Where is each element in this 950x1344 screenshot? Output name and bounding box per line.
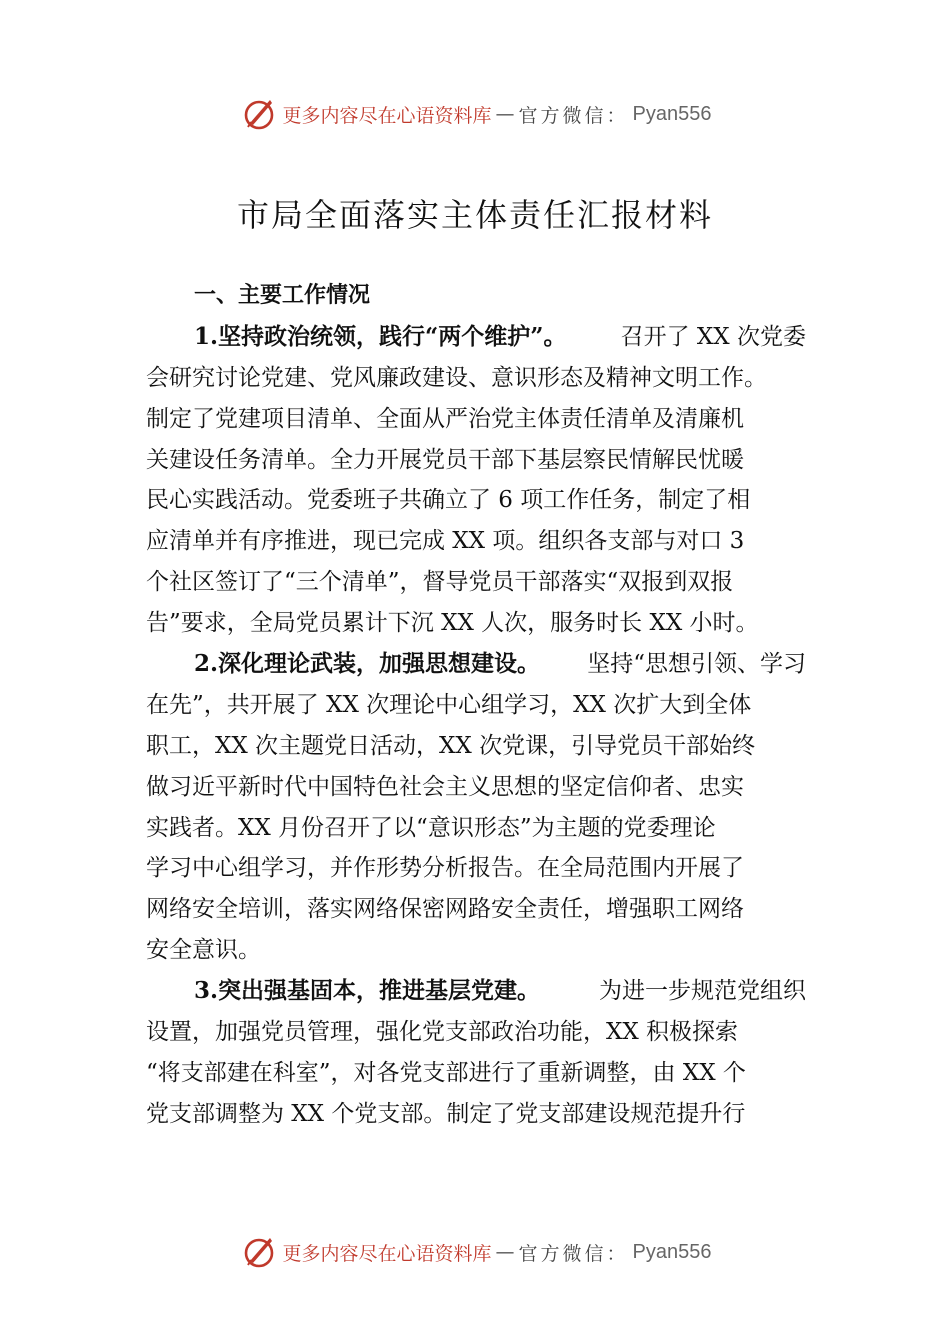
paragraph-1-line: 告”要求，全局党员累计下沉 XX 人次，服务时长 XX 小时。 [146,610,759,637]
paragraph-2-line [146,644,806,685]
watermark-dash: — [495,103,515,125]
watermark-banner-bottom [0,1230,950,1274]
paragraph-3-lead: 3.突出强基固本，推进基层党建。 [194,977,541,1005]
page-title: 市局全面落实主体责任汇报材料 [236,196,713,234]
paragraph-1-line: 个社区签订了“三个清单”，督导党员干部落实“双报到双报 [146,569,734,596]
watermark-brand: 更多内容尽在心语资料库 [282,104,492,127]
quill-logo-icon [239,1232,279,1272]
watermark-brand: 更多内容尽在心语资料库 [282,1242,492,1265]
watermark-banner-top [0,92,950,136]
paragraph-3-line: 设置，加强党员管理，强化党支部政治功能，XX 积极探索 [146,1019,739,1046]
quill-logo-icon [239,94,279,134]
paragraph-1-line: 民心实践活动。党委班子共确立了 6 项工作任务，制定了相 [146,487,751,514]
section-heading: 一、主要工作情况 [194,283,371,308]
paragraph-2-text: 坚持“思想引领、学习 [587,651,806,678]
paragraph-2-lead: 2.深化理论武装，加强思想建设。 [194,650,541,678]
paragraph-3-line: “将支部建在科室”，对各党支部进行了重新调整，由 XX 个 [146,1059,746,1086]
paragraph-3-line: 党支部调整为 XX 个党支部。制定了党支部建设规范提升行 [146,1100,746,1127]
paragraph-2-line: 学习中心组学习，并作形势分析报告。在全局范围内开展了 [146,855,744,882]
paragraph-3-text: 为进一步规范党组织 [599,978,806,1005]
paragraph-3-line [146,971,806,1012]
paragraph-2-line: 职工，XX 次主题党日活动，XX 次党课，引导党员干部始终 [146,732,756,759]
paragraph-1-line: 关建设任务清单。全力开展党员干部下基层察民情解民忧暖 [146,446,744,473]
paragraph-1-line [146,317,806,358]
paragraph-2-line: 网络安全培训，落实网络保密网路安全责任，增强职工网络 [146,896,744,923]
watermark-wechat-id: Pyan556 [632,102,712,125]
paragraph-2-line: 安全意识。 [146,937,261,964]
paragraph-1-text: 召开了 XX 次党委 [620,323,806,350]
watermark-wechat-id: Pyan556 [632,1240,712,1263]
paragraph-2-line: 在先”，共开展了 XX 次理论中心组学习，XX 次扩大到全体 [146,691,752,718]
paragraph-1-lead: 1.坚持政治统领，践行“两个维护”。 [194,322,567,350]
paragraph-1-line: 制定了党建项目清单、全面从严治党主体责任清单及清廉机 [146,405,744,432]
document-body [146,276,806,1135]
paragraph-1-line: 应清单并有序推进，现已完成 XX 项。组织各支部与对口 3 [146,528,745,555]
paragraph-2-line: 做习近平新时代中国特色社会主义思想的坚定信仰者、忠实 [146,773,744,800]
watermark-wechat-label: 官方微信： [518,104,629,127]
watermark-dash: — [495,1241,515,1263]
paragraph-2-line: 实践者。XX 月份召开了以“意识形态”为主题的党委理论 [146,814,716,841]
watermark-wechat-label: 官方微信： [518,1242,629,1265]
paragraph-1-line: 会研究讨论党建、党风廉政建设、意识形态及精神文明工作。 [146,364,767,391]
